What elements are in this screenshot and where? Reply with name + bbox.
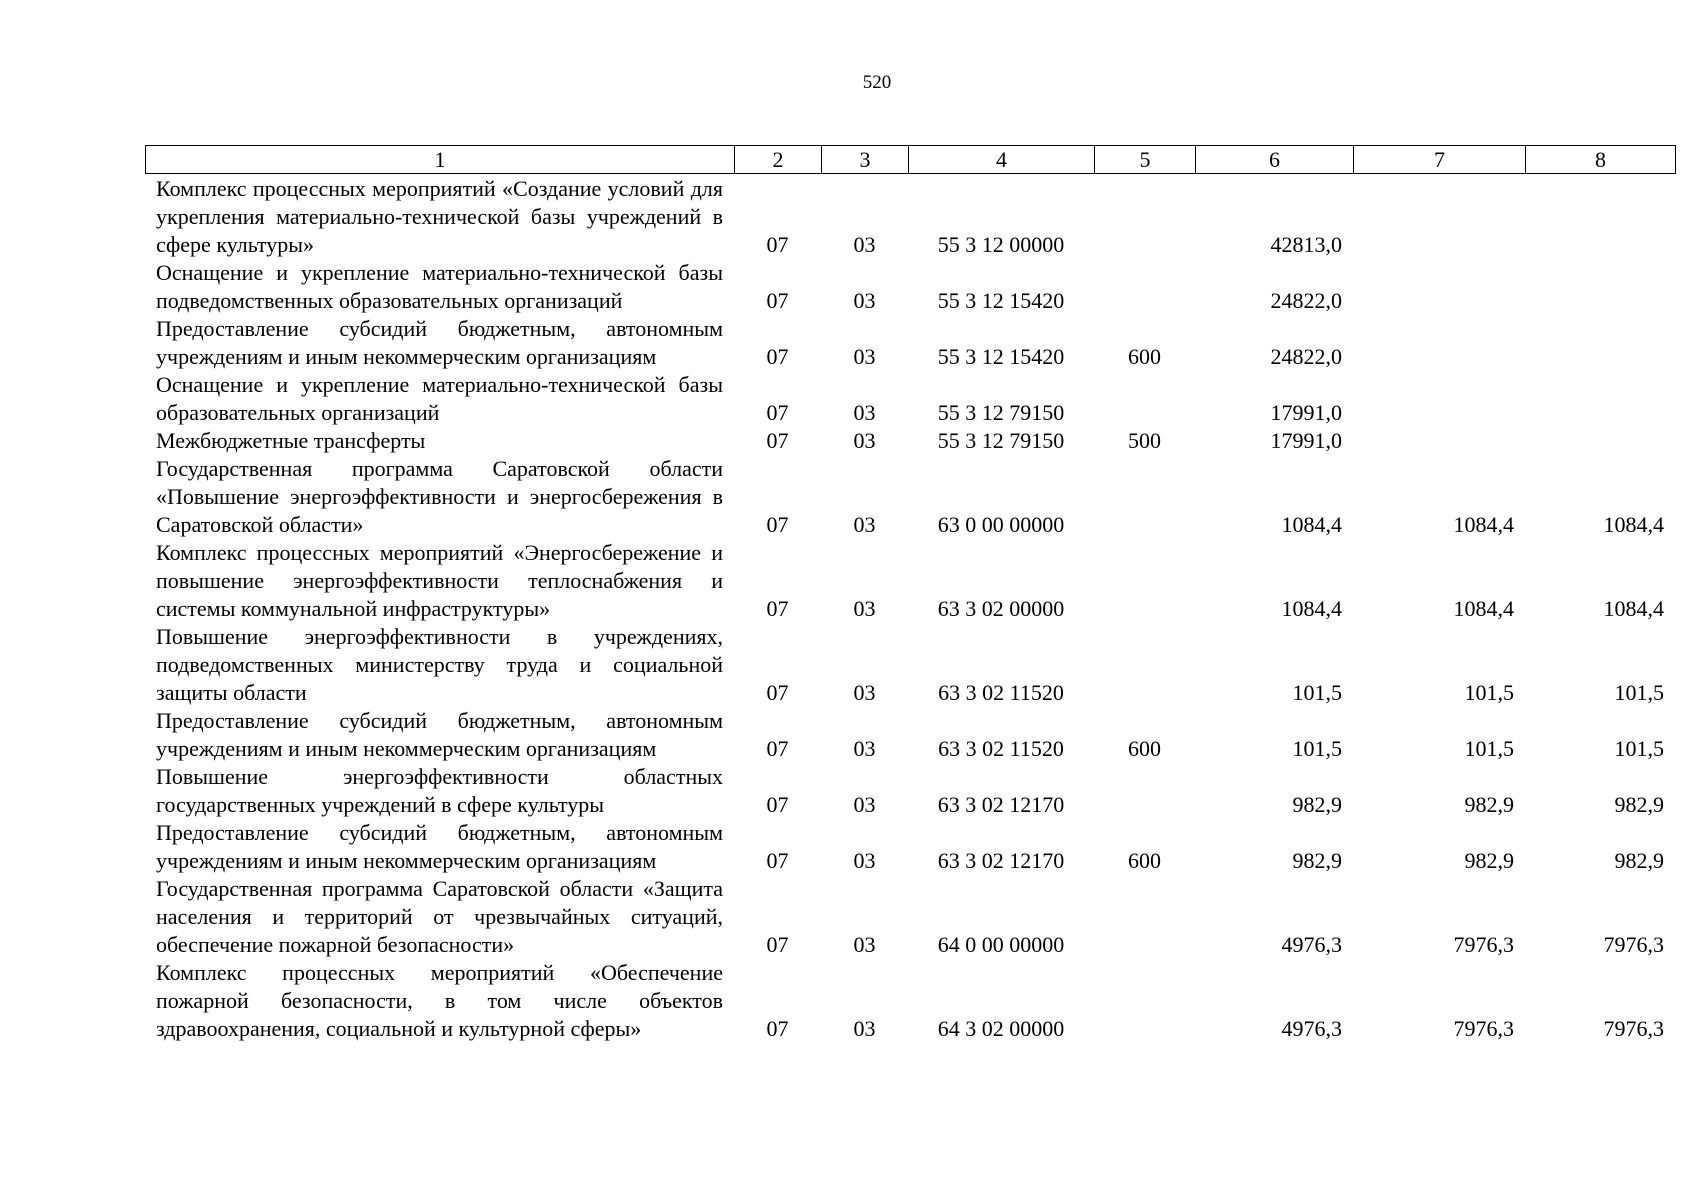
row-amount-col8: 982,9	[1614, 792, 1664, 817]
row-subsection: 03	[853, 848, 876, 873]
table-row	[145, 259, 1675, 315]
row-amount-col6: 4976,3	[1281, 1016, 1342, 1041]
table-row	[145, 875, 1675, 959]
column-number-4: 4	[909, 146, 1095, 174]
row-section: 07	[766, 288, 789, 313]
column-number-6: 6	[1196, 146, 1354, 174]
page-number: 520	[862, 72, 892, 93]
row-subsection: 03	[853, 400, 876, 425]
row-subsection: 03	[853, 1016, 876, 1041]
row-amount-col7: 982,9	[1464, 792, 1514, 817]
row-amount-col8: 7976,3	[1603, 932, 1664, 957]
table-row	[145, 763, 1675, 819]
table-row	[145, 707, 1675, 763]
row-target-code: 64 0 00 00000	[937, 932, 1065, 957]
budget-table-body	[145, 175, 1675, 1043]
row-amount-col7: 1084,4	[1453, 512, 1514, 537]
row-amount-col8	[1525, 259, 1675, 315]
row-section: 07	[766, 792, 789, 817]
row-target-code: 55 3 12 15420	[937, 288, 1065, 313]
row-name: Оснащение и укрепление материально-технической базы подведомственных образовательных организаций	[156, 260, 723, 313]
row-subsection: 03	[853, 232, 876, 257]
row-name: Предоставление субсидий бюджетным, автономным учреждениям и иным некоммерческим организациям	[156, 316, 723, 369]
row-section: 07	[766, 400, 789, 425]
column-number-3: 3	[822, 146, 909, 174]
row-name: Государственная программа Саратовской области «Повышение энергоэффективности и энергосбережения в Саратовской области»	[156, 456, 723, 537]
table-row	[145, 455, 1675, 539]
row-amount-col8: 101,5	[1614, 736, 1664, 761]
row-name: Комплекс процессных мероприятий «Создание условий для укрепления материально-технической базы учреждений в сфере культуры»	[156, 176, 723, 257]
row-section: 07	[766, 848, 789, 873]
row-target-code: 55 3 12 79150	[937, 428, 1065, 453]
row-section: 07	[766, 428, 789, 453]
row-subsection: 03	[853, 288, 876, 313]
row-amount-col8	[1525, 371, 1675, 427]
row-amount-col8: 101,5	[1614, 680, 1664, 705]
row-amount-col6: 4976,3	[1281, 932, 1342, 957]
row-expense-type	[1094, 959, 1195, 1043]
row-name: Повышение энергоэффективности областных государственных учреждений в сфере культуры	[156, 764, 723, 817]
table-row	[145, 175, 1675, 259]
row-target-code: 63 3 02 00000	[937, 596, 1065, 621]
row-target-code: 55 3 12 00000	[937, 232, 1065, 257]
row-expense-type	[1094, 763, 1195, 819]
row-amount-col7: 7976,3	[1453, 1016, 1514, 1041]
row-expense-type	[1094, 539, 1195, 623]
row-amount-col6: 17991,0	[1270, 400, 1342, 425]
row-section: 07	[766, 932, 789, 957]
row-subsection: 03	[853, 736, 876, 761]
row-expense-type: 600	[1128, 736, 1161, 761]
table-row	[145, 623, 1675, 707]
row-name: Государственная программа Саратовской области «Защита населения и территорий от чрезвычайных ситуаций, обеспечение пожарной безопасности»	[156, 876, 723, 957]
column-number-7: 7	[1354, 146, 1526, 174]
row-expense-type	[1094, 455, 1195, 539]
row-name: Оснащение и укрепление материально-технической базы образовательных организаций	[156, 372, 723, 425]
row-amount-col6: 101,5	[1292, 736, 1342, 761]
row-subsection: 03	[853, 344, 876, 369]
row-name: Межбюджетные трансферты	[156, 428, 426, 453]
row-amount-col6: 1084,4	[1281, 596, 1342, 621]
table-row	[145, 427, 1675, 455]
row-name: Предоставление субсидий бюджетным, автономным учреждениям и иным некоммерческим организациям	[156, 820, 723, 873]
row-expense-type: 600	[1128, 848, 1161, 873]
row-amount-col7: 7976,3	[1453, 932, 1514, 957]
row-amount-col8: 1084,4	[1603, 512, 1664, 537]
table-row	[145, 315, 1675, 371]
row-target-code: 63 3 02 12170	[937, 848, 1065, 873]
row-amount-col8: 7976,3	[1603, 1016, 1664, 1041]
table-row	[145, 819, 1675, 875]
row-name: Комплекс процессных мероприятий «Энергосбережение и повышение энергоэффективности теплоснабжения и системы коммунальной инфраструктуры»	[156, 540, 723, 621]
row-amount-col6: 101,5	[1292, 680, 1342, 705]
row-amount-col8: 1084,4	[1603, 596, 1664, 621]
row-target-code: 55 3 12 15420	[937, 344, 1065, 369]
row-subsection: 03	[853, 428, 876, 453]
table-row	[145, 959, 1675, 1043]
column-number-row	[146, 146, 1676, 174]
row-amount-col7: 982,9	[1464, 848, 1514, 873]
row-amount-col7	[1353, 175, 1525, 259]
row-section: 07	[766, 344, 789, 369]
row-subsection: 03	[853, 932, 876, 957]
row-section: 07	[766, 1016, 789, 1041]
row-section: 07	[766, 680, 789, 705]
row-subsection: 03	[853, 512, 876, 537]
row-amount-col6: 17991,0	[1270, 428, 1342, 453]
row-amount-col8: 982,9	[1614, 848, 1664, 873]
column-number-5: 5	[1095, 146, 1196, 174]
row-amount-col6: 24822,0	[1270, 288, 1342, 313]
row-amount-col6: 24822,0	[1270, 344, 1342, 369]
row-target-code: 64 3 02 00000	[937, 1016, 1065, 1041]
table-row	[145, 371, 1675, 427]
row-target-code: 63 3 02 11520	[938, 680, 1064, 705]
column-number-2: 2	[735, 146, 822, 174]
row-amount-col7	[1353, 259, 1525, 315]
row-amount-col7: 101,5	[1464, 680, 1514, 705]
column-number-8: 8	[1526, 146, 1676, 174]
row-amount-col8	[1525, 427, 1675, 455]
row-target-code: 63 3 02 11520	[938, 736, 1064, 761]
row-section: 07	[766, 736, 789, 761]
column-header-table	[145, 145, 1676, 174]
row-amount-col7	[1353, 371, 1525, 427]
row-amount-col6: 1084,4	[1281, 512, 1342, 537]
row-amount-col8	[1525, 315, 1675, 371]
column-number-1: 1	[146, 146, 735, 174]
row-expense-type	[1094, 175, 1195, 259]
row-amount-col7	[1353, 315, 1525, 371]
row-section: 07	[766, 512, 789, 537]
row-subsection: 03	[853, 596, 876, 621]
row-subsection: 03	[853, 680, 876, 705]
row-section: 07	[766, 232, 789, 257]
row-expense-type	[1094, 623, 1195, 707]
row-expense-type	[1094, 875, 1195, 959]
table-row	[145, 539, 1675, 623]
row-expense-type: 500	[1128, 428, 1161, 453]
row-amount-col8	[1525, 175, 1675, 259]
row-amount-col6: 42813,0	[1270, 232, 1342, 257]
row-target-code: 63 0 00 00000	[937, 512, 1065, 537]
row-name: Предоставление субсидий бюджетным, автономным учреждениям и иным некоммерческим организациям	[156, 708, 723, 761]
row-section: 07	[766, 596, 789, 621]
row-amount-col6: 982,9	[1292, 848, 1342, 873]
row-expense-type: 600	[1128, 344, 1161, 369]
row-expense-type	[1094, 259, 1195, 315]
row-target-code: 63 3 02 12170	[937, 792, 1065, 817]
row-name: Повышение энергоэффективности в учреждениях, подведомственных министерству труда и социальной защиты области	[156, 624, 723, 705]
row-subsection: 03	[853, 792, 876, 817]
row-amount-col7: 101,5	[1464, 736, 1514, 761]
row-target-code: 55 3 12 79150	[937, 400, 1065, 425]
row-amount-col7	[1353, 427, 1525, 455]
row-name: Комплекс процессных мероприятий «Обеспечение пожарной безопасности, в том числе объектов здравоохранения, социальной и культурной сферы»	[156, 960, 723, 1041]
row-expense-type	[1094, 371, 1195, 427]
row-amount-col6: 982,9	[1292, 792, 1342, 817]
row-amount-col7: 1084,4	[1453, 596, 1514, 621]
